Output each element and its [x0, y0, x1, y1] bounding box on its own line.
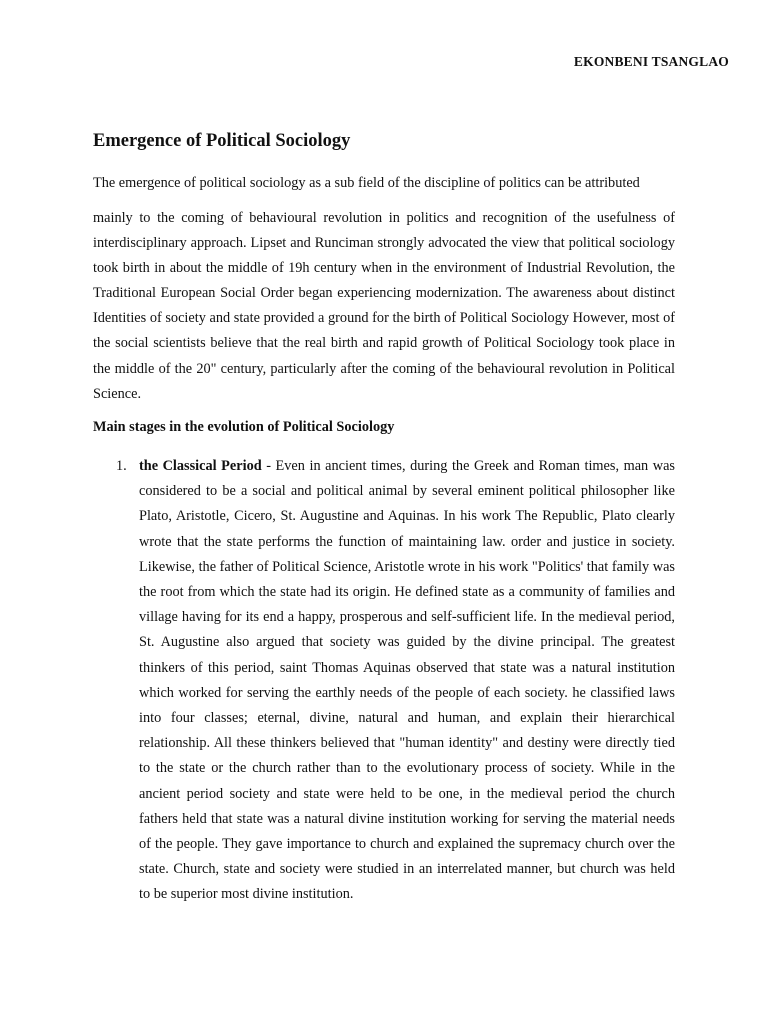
stages-heading: Main stages in the evolution of Political Sociology — [93, 419, 395, 435]
list-item-heading: the Classical Period — [139, 458, 262, 474]
list-item-body — [139, 454, 675, 908]
intro-paragraph: mainly to the coming of behavioural revolution in politics and recognition of the usefulness of interdisciplinary approach. Lipset and Runciman strongly advocated the view that political sociology took birth in about the middle of 19h century when in the environment of Industrial Revolution, the Traditional European Social Order began experiencing modernization. The awareness about distinct Identities of society and state provided a ground for the birth of Political Sociology However, most of the social scientists believe that the real birth and rapid growth of Political Sociology took place in the middle of the 20" century, particularly after the coming of the behavioural revolution in Political Science. — [93, 210, 675, 402]
list-item-text: - Even in ancient times, during the Greek and Roman times, man was considered to be a social and political animal by several eminent political philosopher like Plato, Aristotle, Cicero, St. Augustine and Aquinas. In his work The Republic, Plato clearly wrote that the state performs the function of maintaining law. order and justice in society. Likewise, the father of Political Science, Aristotle wrote in his work "Politics' that family was the root from which the state had its origin. He defined state as a community of families and village having for its end a happy, prosperous and self-sufficient life. In the medieval period, St. Augustine also argued that society was guided by the divine principal. The greatest thinkers of this period, saint Thomas Aquinas observed that state was a natural institution which worked for serving the earthly needs of the people of each society. he classified laws into four classes; eternal, divine, natural and human, and explain their hierarchical relationship. All these thinkers believed that "human identity" and destiny were directly tied to the state or the church rather than to the evolutionary process of society. While in the ancient period society and state were held to be one, in the medieval period the church fathers held that state was a natural divine institution working for serving the material needs of the people. They gave importance to church and explained the supremacy church over the state. Church, state and society were studied in an interrelated manner, but church was held to be superior most divine institution. — [139, 458, 675, 903]
intro-first-line: The emergence of political sociology as a sub field of the discipline of politics can be attributed — [93, 175, 640, 191]
list-item-number: 1. — [116, 458, 127, 474]
author-name: EKONBENI TSANGLAO — [573, 54, 729, 69]
document-title: Emergence of Political Sociology — [93, 131, 351, 151]
